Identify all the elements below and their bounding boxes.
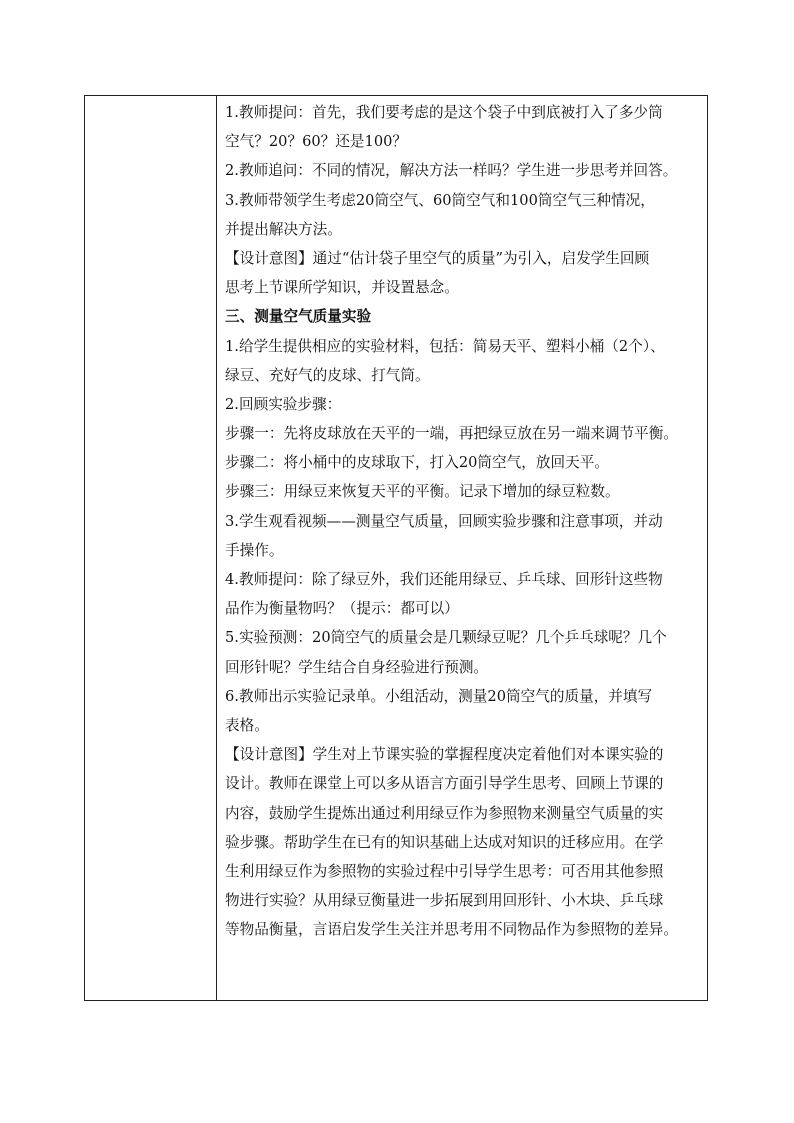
text-line: 步骤一：先将皮球放在天平的一端，再把绿豆放在另一端来调节平衡。 [225, 425, 679, 443]
text-line: 5.实验预测：20筒空气的质量会是几颗绿豆呢？几个乒乓球呢？几个 [225, 629, 667, 647]
text-line: 设计。教师在课堂上可以多从语言方面引导学生思考、回顾上节课的 [225, 775, 664, 793]
text-line: 6.教师出示实验记录单。小组活动，测量20筒空气的质量，并填写 [225, 687, 653, 705]
text-line: 4.教师提问：除了绿豆外，我们还能用绿豆、乒乓球、回形针这些物 [225, 571, 663, 588]
text-line: 2.教师追问：不同的情况，解决方法一样吗？学生进一步思考并回答。 [225, 162, 678, 180]
text-line: 绿豆、充好气的皮球、打气筒。 [225, 366, 430, 384]
text-line: 【设计意图】学生对上节课实验的掌握程度决定着他们对本课实验的 [225, 746, 664, 764]
text-line: 步骤三：用绿豆来恢复天平的平衡。记录下增加的绿豆粒数。 [225, 483, 620, 501]
text-line: 物进行实验？从用绿豆衡量进一步拓展到用回形针、小木块、乒乓球 [225, 892, 664, 910]
text-line: 空气？20？60？还是100？ [225, 133, 408, 151]
lesson-table [84, 95, 708, 1001]
text-line: 生利用绿豆作为参照物的实验过程中引导学生思考：可否用其他参照 [225, 862, 664, 880]
table-left-cell [85, 96, 217, 1000]
table-content-cell [225, 98, 705, 944]
text-line: 【设计意图】通过“估计袋子里空气的质量”为引入，启发学生回顾 [225, 249, 650, 267]
text-line: 3.教师带领学生考虑20筒空气、60筒空气和100筒空气三种情况， [225, 191, 655, 209]
text-line: 品作为衡量物吗？（提示：都可以） [225, 600, 459, 618]
text-line: 手操作。 [225, 541, 284, 559]
text-line: 1.教师提问：首先，我们要考虑的是这个袋子中到底被打入了多少筒 [225, 104, 663, 121]
text-line: 思考上节课所学知识，并设置悬念。 [225, 279, 459, 297]
text-line: 内容，鼓励学生提炼出通过利用绿豆作为参照物来测量空气质量的实 [225, 804, 664, 822]
text-line: 2.回顾实验步骤： [225, 395, 342, 413]
text-line: 步骤二：将小桶中的皮球取下，打入20筒空气，放回天平。 [225, 454, 609, 472]
text-line: 1.给学生提供相应的实验材料，包括：简易天平、塑料小桶（2个）、 [225, 337, 665, 355]
text-line: 等物品衡量，言语启发学生关注并思考用不同物品作为参照物的差异。 [225, 921, 679, 939]
text-line: 表格。 [225, 716, 269, 734]
section-heading: 三、测量空气质量实验 [225, 308, 372, 326]
text-line: 验步骤。帮助学生在已有的知识基础上达成对知识的迁移应用。在学 [225, 833, 664, 851]
text-line: 回形针呢？学生结合自身经验进行预测。 [225, 658, 489, 676]
text-line: 3.学生观看视频——测量空气质量，回顾实验步骤和注意事项，并动 [225, 512, 663, 530]
text-line: 并提出解决方法。 [225, 220, 342, 238]
